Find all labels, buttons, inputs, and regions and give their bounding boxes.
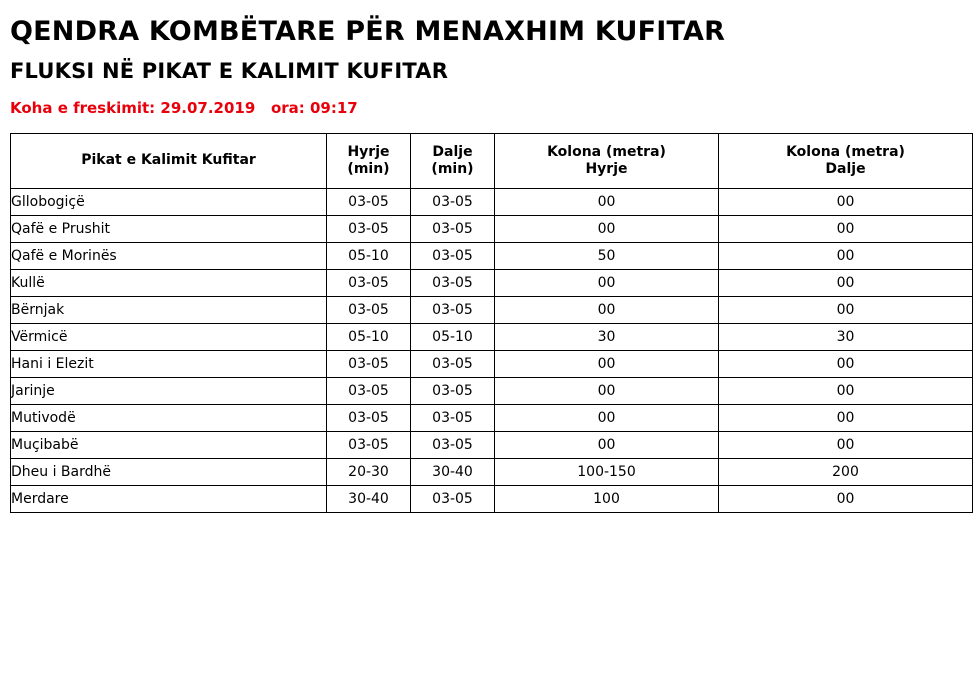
page-subtitle: FLUKSI NË PIKAT E KALIMIT KUFITAR [10,59,449,84]
table-row [11,297,973,324]
cell-queue-entry: 00 [495,405,719,432]
cell-queue-exit: 00 [719,243,973,270]
cell-exit-time: 03-05 [411,270,495,297]
column-header-entry-time-line2: (min) [347,161,390,178]
cell-entry-time: 30-40 [327,486,411,513]
cell-crossing-name: Hani i Elezit [11,351,327,378]
cell-entry-time: 03-05 [327,270,411,297]
cell-queue-exit: 00 [719,216,973,243]
cell-queue-entry: 00 [495,189,719,216]
column-header-queue-entry [495,134,719,189]
cell-crossing-name: Muçibabë [11,432,327,459]
column-header-queue-entry-line2: Hyrje [585,161,628,178]
cell-entry-time: 03-05 [327,405,411,432]
cell-entry-time: 03-05 [327,378,411,405]
cell-exit-time: 03-05 [411,378,495,405]
cell-queue-entry: 00 [495,351,719,378]
column-header-exit-time-line2: (min) [431,161,474,178]
cell-entry-time: 20-30 [327,459,411,486]
cell-crossing-name: Bërnjak [11,297,327,324]
cell-exit-time: 03-05 [411,297,495,324]
table-body [11,189,973,513]
cell-crossing-name: Merdare [11,486,327,513]
cell-queue-exit: 00 [719,405,973,432]
table-row [11,324,973,351]
table-header [11,134,973,189]
cell-queue-entry: 50 [495,243,719,270]
cell-crossing-name: Mutivodë [11,405,327,432]
cell-queue-exit: 00 [719,189,973,216]
cell-exit-time: 05-10 [411,324,495,351]
cell-crossing-name: Kullë [11,270,327,297]
cell-entry-time: 03-05 [327,351,411,378]
cell-queue-exit: 00 [719,270,973,297]
cell-queue-exit: 00 [719,432,973,459]
cell-exit-time: 03-05 [411,405,495,432]
cell-entry-time: 03-05 [327,189,411,216]
cell-entry-time: 03-05 [327,216,411,243]
cell-crossing-name: Dheu i Bardhë [11,459,327,486]
table-row [11,486,973,513]
cell-entry-time: 05-10 [327,324,411,351]
cell-crossing-name: Vërmicë [11,324,327,351]
cell-queue-entry: 00 [495,297,719,324]
cell-entry-time: 03-05 [327,432,411,459]
cell-exit-time: 03-05 [411,243,495,270]
cell-crossing-name: Qafë e Prushit [11,216,327,243]
table-row [11,351,973,378]
cell-queue-entry: 100 [495,486,719,513]
column-header-exit-time [411,134,495,189]
cell-queue-exit: 00 [719,378,973,405]
table-header-row [11,134,973,189]
table-row [11,432,973,459]
column-header-queue-exit [719,134,973,189]
cell-crossing-name: Jarinje [11,378,327,405]
refresh-timestamp: Koha e freskimit: 29.07.2019 ora: 09:17 [10,99,358,118]
cell-exit-time: 03-05 [411,351,495,378]
cell-exit-time: 03-05 [411,216,495,243]
table-row [11,378,973,405]
column-header-entry-time-line1: Hyrje [347,143,390,160]
cell-exit-time: 30-40 [411,459,495,486]
column-header-queue-entry-line1: Kolona (metra) [547,143,666,160]
border-crossing-flow-table [10,133,973,513]
cell-queue-exit: 200 [719,459,973,486]
column-header-entry-time [327,134,411,189]
table-row [11,459,973,486]
cell-queue-entry: 00 [495,378,719,405]
cell-entry-time: 03-05 [327,297,411,324]
table-row [11,216,973,243]
cell-queue-entry: 30 [495,324,719,351]
column-header-queue-exit-line1: Kolona (metra) [786,143,905,160]
column-header-crossing-point [11,134,327,189]
cell-queue-entry: 00 [495,432,719,459]
cell-queue-entry: 00 [495,216,719,243]
cell-queue-exit: 30 [719,324,973,351]
table-row [11,270,973,297]
column-header-queue-exit-line2: Dalje [825,161,866,178]
cell-queue-exit: 00 [719,297,973,324]
column-header-crossing-point-line1: Pikat e Kalimit Kufitar [81,152,256,169]
page-title: QENDRA KOMBËTARE PËR MENAXHIM KUFITAR [10,16,726,47]
cell-queue-exit: 00 [719,486,973,513]
table-row [11,189,973,216]
table-row [11,243,973,270]
cell-exit-time: 03-05 [411,432,495,459]
cell-queue-exit: 00 [719,351,973,378]
column-header-exit-time-line1: Dalje [432,143,473,160]
cell-exit-time: 03-05 [411,189,495,216]
cell-queue-entry: 100-150 [495,459,719,486]
cell-queue-entry: 00 [495,270,719,297]
cell-crossing-name: Qafë e Morinës [11,243,327,270]
cell-crossing-name: Gllobogiçë [11,189,327,216]
table-row [11,405,973,432]
cell-entry-time: 05-10 [327,243,411,270]
cell-exit-time: 03-05 [411,486,495,513]
